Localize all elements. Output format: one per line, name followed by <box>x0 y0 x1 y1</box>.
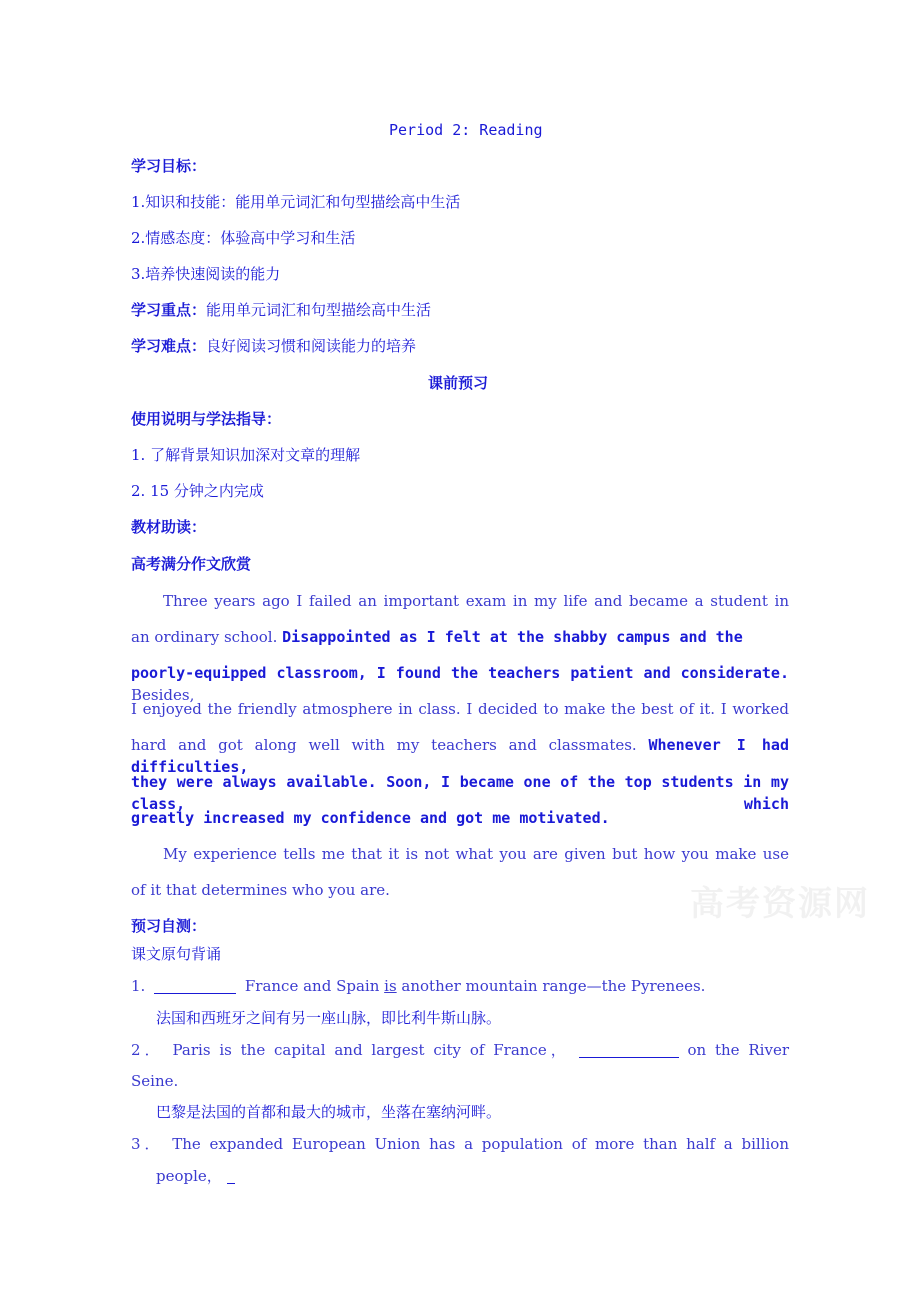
guide-item: 2. 15 分钟之内完成 <box>131 482 264 500</box>
essay-text: Besides, <box>131 686 195 704</box>
self-test-heading: 预习自测： <box>131 917 207 935</box>
underlined-word: is <box>384 977 397 995</box>
difficulty-label: 学习难点： <box>131 337 207 355</box>
question-2 <box>131 1039 789 1061</box>
essay-text: hard and got along well with my teachers and classmates. <box>131 736 637 754</box>
question-number: 2． <box>131 1041 164 1059</box>
question-text: another mountain range—the Pyrenees. <box>401 977 706 995</box>
question-translation: 巴黎是法国的首都和最大的城市，坐落在塞纳河畔。 <box>156 1103 502 1121</box>
answer-blank[interactable] <box>227 1167 235 1184</box>
essay-heading: 高考满分作文欣赏 <box>131 555 252 573</box>
key-point-text: 能用单元词汇和句型描绘高中生活 <box>206 301 432 319</box>
difficulty <box>131 335 416 357</box>
objective-item: 3.培养快速阅读的能力 <box>131 265 281 283</box>
question-text: on the River <box>687 1041 789 1059</box>
page-title: Period 2: Reading <box>389 121 543 139</box>
question-3-cont <box>156 1165 235 1187</box>
aid-heading: 教材助读： <box>131 518 207 536</box>
key-point <box>131 299 431 321</box>
essay-highlight: Whenever I had difficulties, <box>131 736 789 776</box>
essay-highlight: poorly-equipped classroom, I found the teachers patient and considerate. <box>131 664 789 682</box>
essay-line: My experience tells me that it is not what you are given but how you make use <box>163 845 789 863</box>
essay-line: I enjoyed the friendly atmosphere in class. I decided to make the best of it. I worked <box>131 700 789 718</box>
preview-title: 课前预习 <box>428 374 489 392</box>
question-text: The expanded European Union has a population of more than half a billion <box>172 1135 789 1153</box>
objectives-heading: 学习目标： <box>131 157 207 175</box>
key-point-label: 学习重点： <box>131 301 207 319</box>
question-text: Paris is the capital and largest city of France， <box>172 1041 570 1059</box>
question-text: France and Spain <box>244 977 380 995</box>
objective-item: 2.情感态度：体验高中学习和生活 <box>131 229 356 247</box>
answer-blank[interactable] <box>579 1041 679 1058</box>
question-1 <box>131 975 705 997</box>
essay-highlight: they were always available. Soon, I became one of the top students in my class, which <box>131 773 789 813</box>
question-translation: 法国和西班牙之间有另一座山脉，即比利牛斯山脉。 <box>156 1009 502 1027</box>
objective-item: 1.知识和技能：能用单元词汇和句型描绘高中生活 <box>131 193 461 211</box>
guide-heading: 使用说明与学法指导： <box>131 410 282 428</box>
essay-highlight: Disappointed as I felt at the shabby campus and the <box>282 628 743 646</box>
essay-line: of it that determines who you are. <box>131 881 390 899</box>
essay-line <box>131 626 743 648</box>
guide-item: 1. 了解背景知识加深对文章的理解 <box>131 446 361 464</box>
question-number: 1. <box>131 977 146 995</box>
answer-blank[interactable] <box>154 977 236 994</box>
question-3 <box>131 1133 789 1155</box>
question-number: 3． <box>131 1135 164 1153</box>
self-test-sub: 课文原句背诵 <box>131 945 222 963</box>
watermark: 高考资源网 <box>690 884 870 924</box>
essay-line: Three years ago I failed an important exam in my life and became a student in <box>163 592 789 610</box>
question-text: Seine. <box>131 1072 179 1090</box>
essay-text: an ordinary school. <box>131 628 278 646</box>
difficulty-text: 良好阅读习惯和阅读能力的培养 <box>206 337 417 355</box>
essay-highlight: greatly increased my confidence and got me motivated. <box>131 809 610 827</box>
question-text: people， <box>156 1167 222 1185</box>
